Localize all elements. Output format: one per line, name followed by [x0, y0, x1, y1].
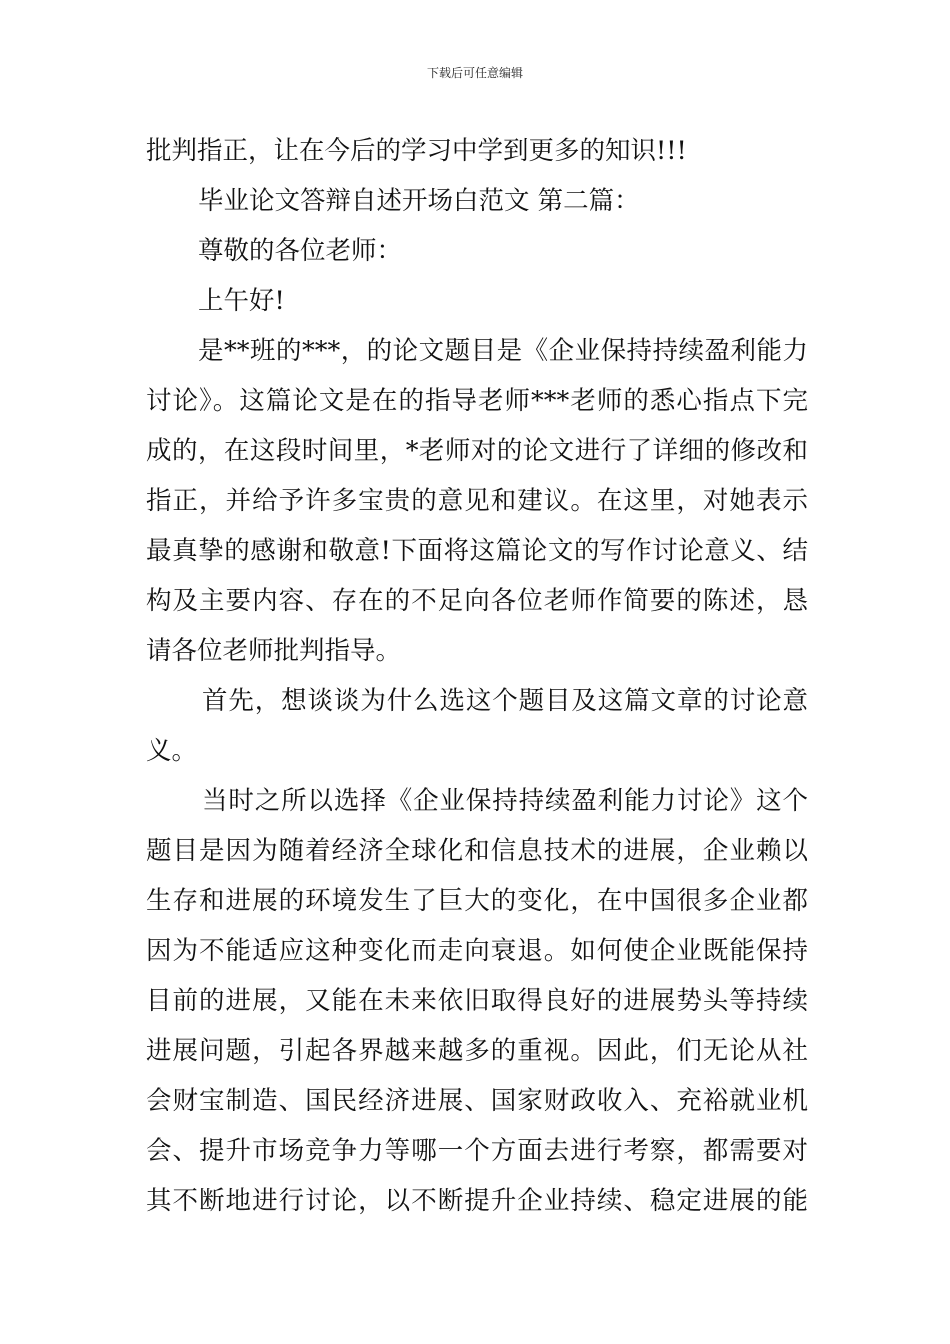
reason-paragraph-line: 当时之所以选择《企业保持持续盈利能力讨论》这个 — [202, 786, 808, 816]
reason-paragraph-line: 题目是因为随着经济全球化和信息技术的进展，企业赖以 — [146, 836, 808, 866]
page-header-note: 下载后可任意编辑 — [426, 66, 523, 80]
paragraph-continuation-line: 批判指正，让在今后的学习中学到更多的知识!!! — [146, 136, 687, 166]
document-body — [146, 126, 808, 1226]
salutation-line: 尊敬的各位老师： — [198, 236, 403, 266]
topic-paragraph-line: 首先，想谈谈为什么选这个题目及这篇文章的讨论意 — [202, 686, 808, 716]
greeting-line: 上午好! — [198, 286, 285, 316]
topic-paragraph-line: 义。 — [146, 736, 198, 766]
reason-paragraph-line: 因为不能适应这种变化而走向衰退。如何使企业既能保持 — [146, 936, 808, 966]
reason-paragraph-line: 会、提升市场竞争力等哪一个方面去进行考察，都需要对 — [146, 1136, 808, 1166]
intro-paragraph-line: 请各位老师批判指导。 — [146, 636, 402, 666]
reason-paragraph-line: 会财宝制造、国民经济进展、国家财政收入、充裕就业机 — [146, 1086, 808, 1116]
intro-paragraph-line: 是**班的***，的论文题目是《企业保持持续盈利能力 — [198, 336, 808, 366]
intro-paragraph-line: 讨论》。这篇论文是在的指导老师***老师的悉心指点下完 — [146, 386, 808, 416]
reason-paragraph-line: 进展问题，引起各界越来越多的重视。因此，们无论从社 — [146, 1036, 808, 1066]
reason-paragraph-line: 生存和进展的环境发生了巨大的变化，在中国很多企业都 — [146, 886, 808, 916]
section-heading: 毕业论文答辩自述开场白范文 第二篇： — [198, 186, 640, 216]
reason-paragraph-line: 目前的进展，又能在未来依旧取得良好的进展势头等持续 — [146, 986, 808, 1016]
reason-paragraph-line: 其不断地进行讨论，以不断提升企业持续、稳定进展的能 — [146, 1186, 808, 1216]
intro-paragraph-line: 构及主要内容、存在的不足向各位老师作简要的陈述，恳 — [146, 586, 808, 616]
intro-paragraph-line: 指正，并给予许多宝贵的意见和建议。在这里，对她表示 — [146, 486, 808, 516]
intro-paragraph-line: 最真挚的感谢和敬意!下面将这篇论文的写作讨论意义、结 — [146, 536, 808, 566]
intro-paragraph-line: 成的，在这段时间里，*老师对的论文进行了详细的修改和 — [146, 436, 808, 466]
